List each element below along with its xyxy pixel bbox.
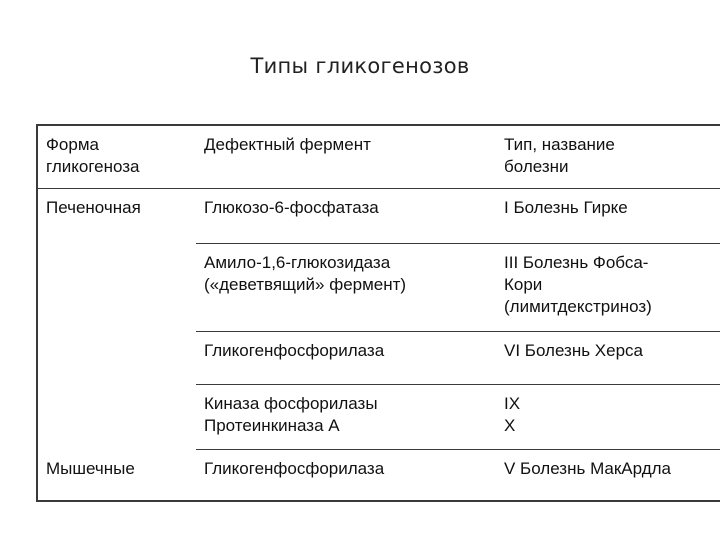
cell-type-line-2: Кори xyxy=(504,275,543,295)
table-row xyxy=(37,384,720,449)
cell-type-text: V Болезнь МакАрдла xyxy=(504,459,672,479)
cell-type xyxy=(496,189,720,244)
cell-enzyme-line-1: Амило-1,6-глюкозидаза xyxy=(204,253,391,273)
cell-form xyxy=(37,189,196,244)
table-row xyxy=(37,450,720,501)
cell-form xyxy=(37,384,196,449)
cell-form xyxy=(37,450,196,501)
slide-title: Типы гликогенозов xyxy=(250,54,470,78)
table-row xyxy=(37,244,720,332)
cell-enzyme-text: Гликогенфосфорилаза xyxy=(204,341,385,361)
header-type-line-1: Тип, название xyxy=(504,135,615,154)
cell-type xyxy=(496,332,720,385)
cell-type xyxy=(496,450,720,501)
table-header-row xyxy=(37,125,720,189)
cell-enzyme xyxy=(196,450,496,501)
cell-enzyme-text: Гликогенфосфорилаза xyxy=(204,459,385,479)
cell-form-text: Мышечные xyxy=(46,458,135,478)
cell-enzyme xyxy=(196,189,496,244)
cell-type-line-2: X xyxy=(504,415,516,435)
cell-type-line-1: IX xyxy=(504,393,521,413)
cell-enzyme-line-2: Протеинкиназа А xyxy=(204,415,340,435)
cell-form xyxy=(37,332,196,385)
header-form-line-1: Форма xyxy=(46,135,99,154)
header-type-line-2: болезни xyxy=(504,157,569,176)
header-type xyxy=(496,125,720,189)
cell-type-line-1: III Болезнь Фобса- xyxy=(504,253,649,273)
header-enzyme-text: Дефектный фермент xyxy=(204,135,371,154)
cell-enzyme xyxy=(196,384,496,449)
cell-enzyme-text: Глюкозо-6-фосфатаза xyxy=(204,198,379,218)
table-row xyxy=(37,332,720,385)
table-row xyxy=(37,189,720,244)
header-enzyme xyxy=(196,125,496,189)
cell-type-line-3: (лимитдекстриноз) xyxy=(504,297,652,317)
cell-enzyme xyxy=(196,332,496,385)
cell-form xyxy=(37,244,196,332)
header-form xyxy=(37,125,196,189)
cell-enzyme-line-1: Киназа фосфорилазы xyxy=(204,393,378,413)
cell-enzyme xyxy=(196,244,496,332)
header-form-line-2: гликогеноза xyxy=(46,157,140,176)
cell-type xyxy=(496,384,720,449)
cell-form-text: Печеночная xyxy=(46,198,141,218)
cell-type-text: VI Болезнь Херса xyxy=(504,341,643,361)
glycogenosis-table xyxy=(36,124,720,502)
cell-type xyxy=(496,244,720,332)
cell-type-text: I Болезнь Гирке xyxy=(504,198,628,218)
cell-enzyme-line-2: («деветвящий» фермент) xyxy=(204,275,407,295)
